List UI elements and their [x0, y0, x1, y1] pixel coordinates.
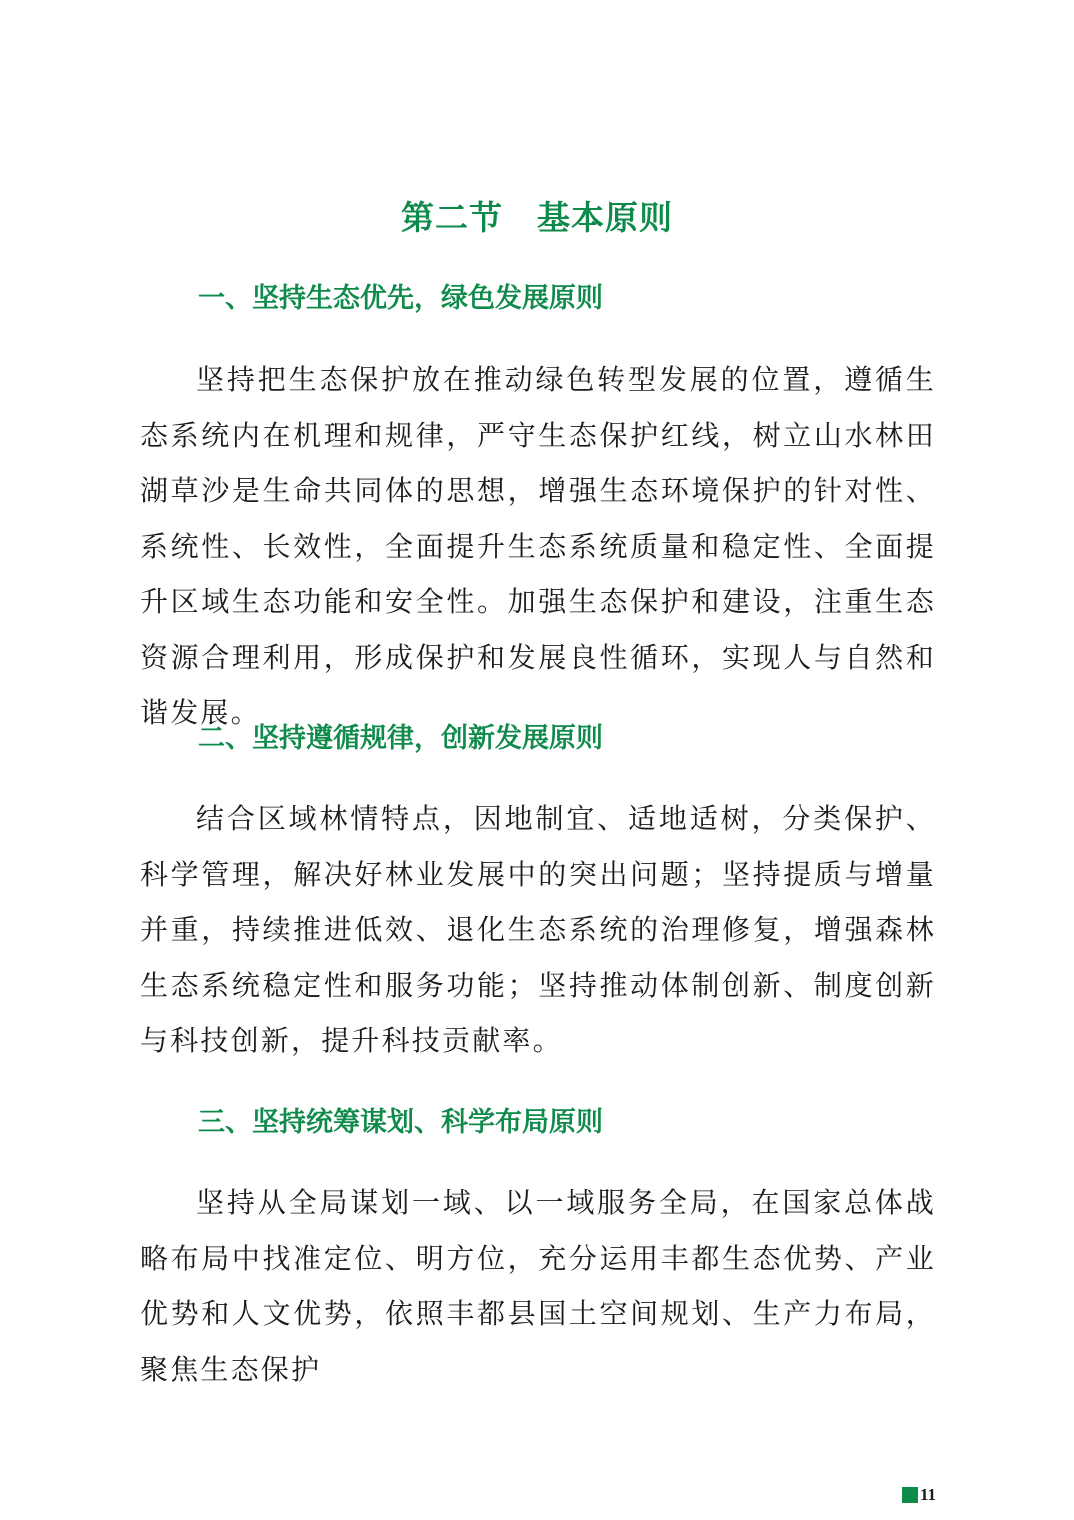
- page-footer: [902, 1483, 936, 1507]
- section-title: 第二节 基本原则: [401, 198, 673, 237]
- principle-heading-1: 一、坚持生态优先，绿色发展原则: [198, 283, 603, 314]
- principle-heading-3: 三、坚持统筹谋划、科学布局原则: [198, 1107, 603, 1138]
- green-square-icon: [902, 1487, 918, 1503]
- principle-heading-2: 二、坚持遵循规律，创新发展原则: [198, 723, 603, 754]
- principle-body-3: 坚持从全局谋划一域、以一域服务全局，在国家总体战略布局中找准定位、明方位，充分运用丰都生态优势、产业优势和人文优势，依照丰都县国土空间规划、生产力布局，聚焦生态保护: [140, 1186, 936, 1386]
- principle-body-2: 结合区域林情特点，因地制宜、适地适树，分类保护、科学管理，解决好林业发展中的突出问题；坚持提质与增量并重，持续推进低效、退化生态系统的治理修复，增强森林生态系统稳定性和服务功能；坚持推动体制创新、制度创新与科技创新，提升科技贡献率。: [140, 802, 936, 1057]
- principle-body-1: 坚持把生态保护放在推动绿色转型发展的位置，遵循生态系统内在机理和规律，严守生态保护红线，树立山水林田湖草沙是生命共同体的思想，增强生态环境保护的针对性、系统性、长效性，全面提升生态系统质量和稳定性、全面提升区域生态功能和安全性。加强生态保护和建设，注重生态资源合理利用，形成保护和发展良性循环，实现人与自然和谐发展。: [140, 363, 936, 729]
- page-number: 11: [919, 1485, 936, 1504]
